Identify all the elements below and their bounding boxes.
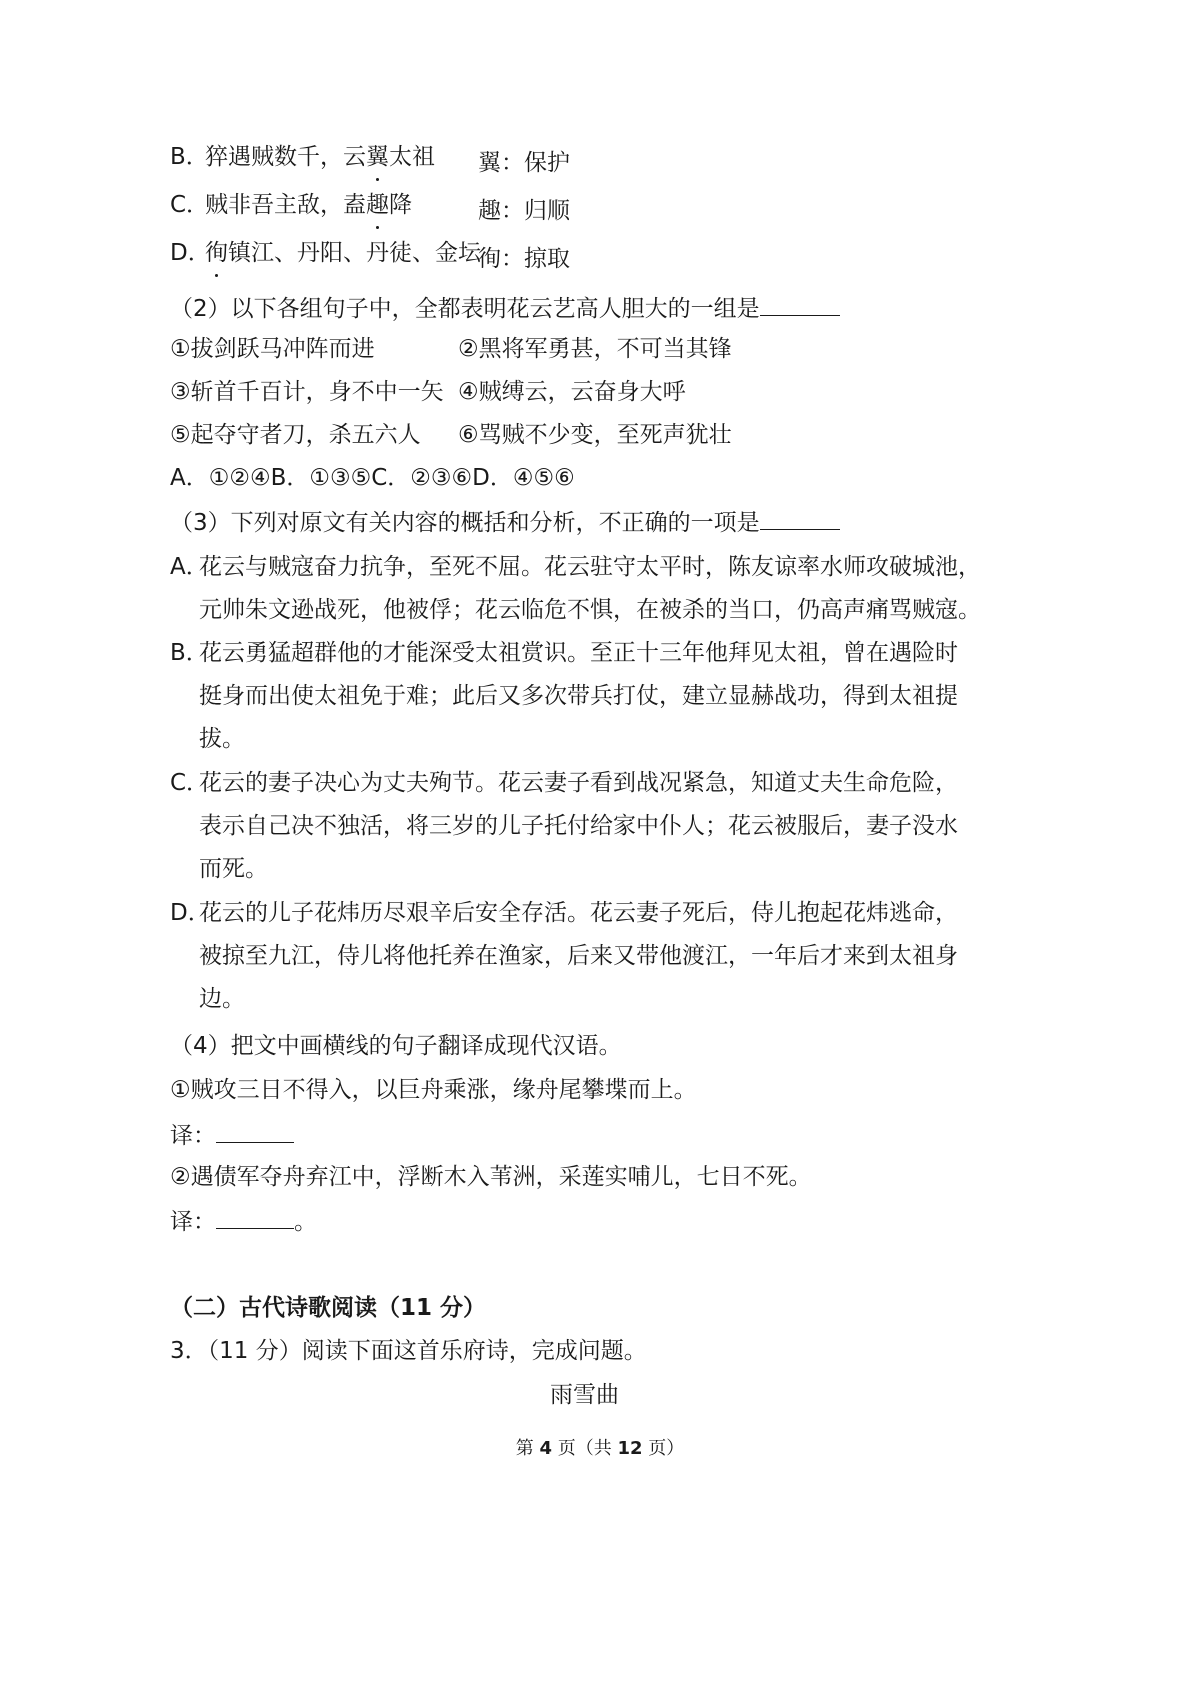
- q3-option-line: 边。: [199, 986, 245, 1012]
- q4-translation-1: [170, 1120, 294, 1151]
- q2-item-5: ⑤起夺守者刀，杀五六人: [170, 422, 421, 448]
- q2-answer-choices: A．①②④B．①③⑤C．②③⑥D．④⑤⑥: [170, 465, 575, 491]
- q1-option-row: [170, 238, 481, 268]
- dotted-char: 翼: [366, 144, 389, 170]
- q3-option-letter: C．: [170, 770, 210, 796]
- question-2-text: （2）以下各组句子中，全都表明花云艺高人胆大的一组是: [170, 296, 760, 322]
- answer-blank: [760, 293, 840, 316]
- q3-option-line: 花云勇猛超群他的才能深受太祖赏识。至正十三年他拜见太祖，曾在遇险时: [199, 640, 958, 666]
- q2-item-3: ③斩首千百计，身不中一矢: [170, 379, 444, 405]
- page-total: 12: [617, 1438, 643, 1459]
- footer-text: 页）: [642, 1438, 685, 1459]
- option-letter: B．: [170, 144, 209, 170]
- q3-option-line: 拔。: [199, 726, 245, 752]
- option-text: 贼非吾主敌，盍: [205, 192, 366, 218]
- q1-gloss: 翼：保护: [478, 150, 570, 176]
- period: 。: [294, 1209, 317, 1235]
- translation-label: 译：: [170, 1123, 216, 1149]
- q1-option-row: [170, 190, 412, 220]
- q3-option-line: 花云的妻子决心为丈夫殉节。花云妻子看到战况紧急，知道丈夫生命危险，: [199, 770, 958, 796]
- q1-option-row: [170, 142, 435, 172]
- dotted-char: 趣: [366, 192, 389, 218]
- q3-option-letter: A．: [170, 554, 209, 580]
- question-5-intro: 3．（11 分）阅读下面这首乐府诗，完成问题。: [170, 1338, 647, 1364]
- q3-option-letter: B．: [170, 640, 209, 666]
- poem-title: 雨雪曲: [550, 1382, 619, 1408]
- answer-blank: [760, 507, 840, 530]
- page-number: 4: [539, 1438, 552, 1459]
- q1-gloss: 徇：掠取: [478, 246, 570, 272]
- option-letter: D．: [170, 240, 211, 266]
- q2-item-1: ①拔剑跃马冲阵而进: [170, 336, 375, 362]
- q2-item-4: ④贼缚云，云奋身大呼: [458, 379, 686, 405]
- question-3-text: （3）下列对原文有关内容的概括和分析，不正确的一项是: [170, 510, 760, 536]
- question-2-stem: [170, 293, 840, 324]
- question-3-stem: [170, 507, 840, 538]
- q2-item-2: ②黑将军勇甚，不可当其锋: [458, 336, 732, 362]
- option-text: 镇江、丹阳、丹徒、金坛: [228, 240, 481, 266]
- q3-option-line: 表示自己决不独活，将三岁的儿子托付给家中仆人；花云被服后，妻子没水: [199, 813, 958, 839]
- section-heading: （二）古代诗歌阅读（11 分）: [170, 1295, 487, 1321]
- footer-text: 第: [515, 1438, 540, 1459]
- option-text: 猝遇贼数千，云: [205, 144, 366, 170]
- option-letter: C．: [170, 192, 210, 218]
- q3-option-line: 元帅朱文逊战死，他被俘；花云临危不惧，在被杀的当口，仍高声痛骂贼寇。: [199, 597, 981, 623]
- q4-sentence-1: ①贼攻三日不得入，以巨舟乘涨，缘舟尾攀堞而上。: [170, 1077, 697, 1103]
- translation-blank: [216, 1206, 294, 1229]
- q4-translation-2: [170, 1206, 317, 1237]
- q3-option-line: 花云的儿子花炜历尽艰辛后安全存活。花云妻子死后，侍儿抱起花炜逃命，: [199, 900, 958, 926]
- option-text: 降: [389, 192, 412, 218]
- q4-sentence-2: ②遇债军夺舟弃江中，浮断木入苇洲，采莲实哺儿，七日不死。: [170, 1164, 812, 1190]
- q3-option-line: 花云与贼寇奋力抗争，至死不屈。花云驻守太平时，陈友谅率水师攻破城池，: [199, 554, 981, 580]
- q3-option-line: 被掠至九江，侍儿将他托养在渔家，后来又带他渡江，一年后才来到太祖身: [199, 943, 958, 969]
- footer-text: 页（共: [552, 1438, 618, 1459]
- translation-label: 译：: [170, 1209, 216, 1235]
- question-4-stem: （4）把文中画横线的句子翻译成现代汉语。: [170, 1033, 622, 1059]
- option-text: 太祖: [389, 144, 435, 170]
- translation-blank: [216, 1120, 294, 1143]
- q3-option-letter: D．: [170, 900, 211, 926]
- page-footer: [0, 1434, 1200, 1460]
- q3-option-line: 而死。: [199, 856, 268, 882]
- q2-item-6: ⑥骂贼不少变，至死声犹壮: [458, 422, 732, 448]
- q3-option-line: 挺身而出使太祖免于难；此后又多次带兵打仗，建立显赫战功，得到太祖提: [199, 683, 958, 709]
- dotted-char: 徇: [205, 240, 228, 266]
- q1-gloss: 趣：归顺: [478, 198, 570, 224]
